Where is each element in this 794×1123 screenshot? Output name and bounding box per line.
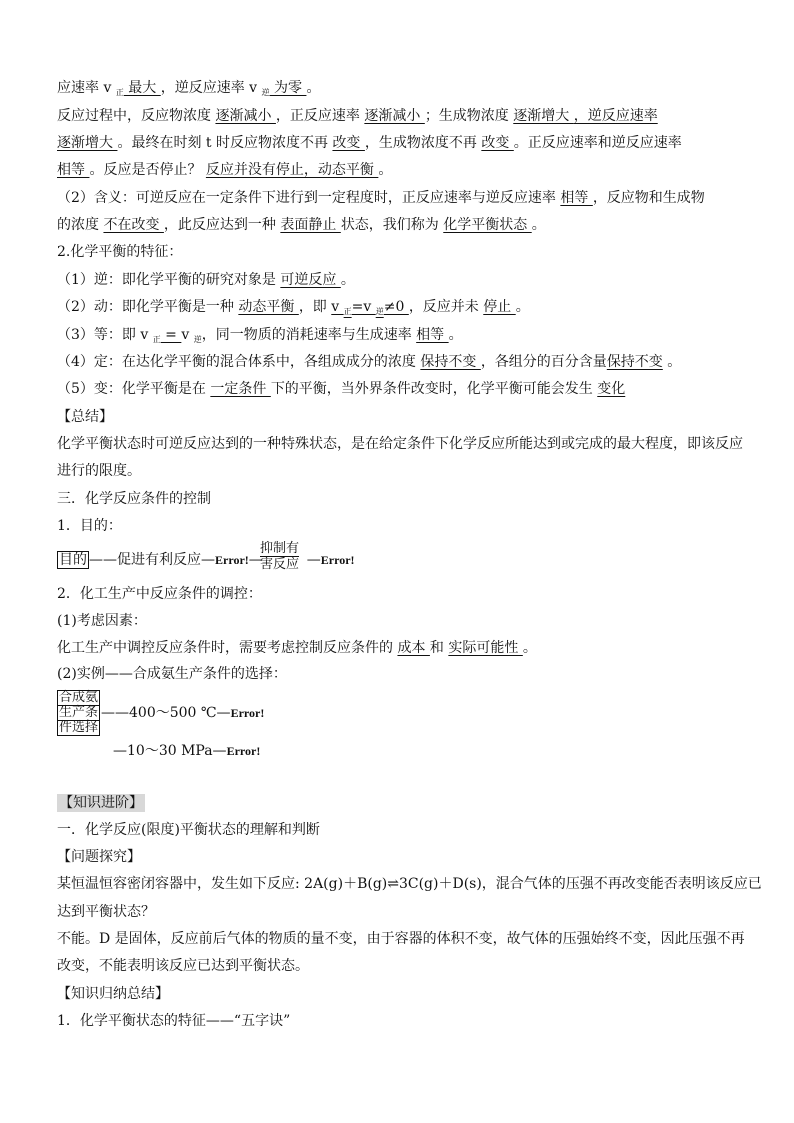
feature-reversible: （1）逆：即化学平衡的研究对象是 可逆反应 。 bbox=[57, 272, 355, 288]
error-text: Error! bbox=[230, 706, 265, 720]
suppress-harmful-stack: 抑制有 害反应 bbox=[260, 541, 300, 572]
process-line-3: 相等 。反应是否停止？ 反应并没有停止，动态平衡 。 bbox=[57, 162, 393, 178]
purpose-box: 目的 bbox=[59, 552, 87, 568]
summary-text-2: 进行的限度。 bbox=[57, 463, 141, 479]
question-text-2: 达到平衡状态？ bbox=[57, 904, 155, 920]
explore-tag: 【问题探究】 bbox=[57, 849, 141, 865]
ammonia-pressure: —10～30 MPa—Error! bbox=[113, 743, 261, 759]
blank-reverse-rate-zero: 为零 bbox=[269, 80, 307, 96]
rate-initial-line: 应速率 v $_正$ 最大 ，逆反应速率 v $_逆$ 为零 。 bbox=[57, 80, 321, 97]
summary-2-tag: 【知识归纳总结】 bbox=[57, 986, 169, 1002]
features-heading: 2.化学平衡的特征： bbox=[57, 244, 183, 260]
section-1-heading: 一．化学反应(限度)平衡状态的理解和判断 bbox=[57, 822, 320, 838]
blank-forward-rate-max: 最大 bbox=[123, 80, 161, 96]
section-3-heading: 三．化学反应条件的控制 bbox=[57, 491, 211, 507]
ammonia-box: 合成氨 生产条 件选择 bbox=[59, 690, 99, 735]
definition-line-1: （2）含义：可逆反应在一定条件下进行到一定程度时，正反应速率与逆反应速率 相等 ，反应物和生成物 bbox=[57, 190, 705, 206]
feature-dynamic: （2）动：即化学平衡是一种 动态平衡 ，即 v $_正$=v $_逆$≠0 ，反应并未 停止 。 bbox=[57, 299, 530, 316]
summary-text-1: 化学平衡状态时可逆反应达到的一种特殊状态，是在给定条件下化学反应所能达到或完成的最大程度，即该反应 bbox=[57, 436, 743, 452]
regulation-heading: 2．化工生产中反应条件的调控： bbox=[57, 586, 262, 602]
purpose-diagram: 目的 ——促进有利反应—Error!— —Error! bbox=[59, 552, 355, 568]
summary-heading: 【总结】 bbox=[57, 409, 113, 425]
feature-change: （5）变：化学平衡是在 一定条件 下的平衡，当外界条件改变时，化学平衡可能会发生 变化 bbox=[57, 381, 626, 397]
definition-line-2: 的浓度 不在改变 ，此反应达到一种 表面静止 状态，我们称为 化学平衡状态 。 bbox=[57, 217, 546, 233]
purpose-heading: 1．目的： bbox=[57, 518, 122, 534]
process-line-2: 逐渐增大 。最终在时刻 t 时反应物浓度不再 改变 ，生成物浓度不再 改变 。正反应速率和逆反应速率 bbox=[57, 135, 682, 151]
process-line-1: 反应过程中，反应物浓度 逐渐减小 ，正反应速率 逐渐减小 ；生成物浓度 逐渐增大 ，逆反应速率 bbox=[57, 108, 658, 124]
example-heading: (2)实例——合成氨生产条件的选择： bbox=[57, 666, 287, 682]
question-text-1: 某恒温恒容密闭容器中，发生如下反应: 2A(g)＋B(g)⇌3C(g)＋D(s)，混合气体的压强不再改变能否表明该反应已 bbox=[57, 876, 762, 892]
error-text: Error! bbox=[320, 553, 355, 567]
feature-equal: （3）等：即 v $_正$ = v $_逆$，同一物质的消耗速率与生成速率 相等 。 bbox=[57, 327, 463, 344]
ammonia-temperature: ——400～500 ℃—Error! bbox=[101, 705, 265, 721]
error-text: Error! bbox=[226, 744, 261, 758]
five-chars-heading: 1．化学平衡状态的特征——“五字诀” bbox=[57, 1013, 291, 1029]
answer-text-2: 改变，不能表明该反应已达到平衡状态。 bbox=[57, 958, 309, 974]
error-text: Error! bbox=[215, 553, 249, 567]
advanced-tag: 【知识进阶】 bbox=[59, 795, 143, 811]
factors-text: 化工生产中调控反应条件时，需要考虑控制反应条件的 成本 和 实际可能性 。 bbox=[57, 640, 537, 656]
feature-fixed: （4）定：在达化学平衡的混合体系中，各组成成分的浓度 保持不变 ，各组分的百分含量保持不变 。 bbox=[57, 354, 682, 370]
answer-text-1: 不能。D 是固体，反应前后气体的物质的量不变，由于容器的体积不变，故气体的压强始终不变，因此压强不再 bbox=[57, 931, 745, 947]
factors-heading: (1)考虑因素： bbox=[57, 613, 147, 629]
